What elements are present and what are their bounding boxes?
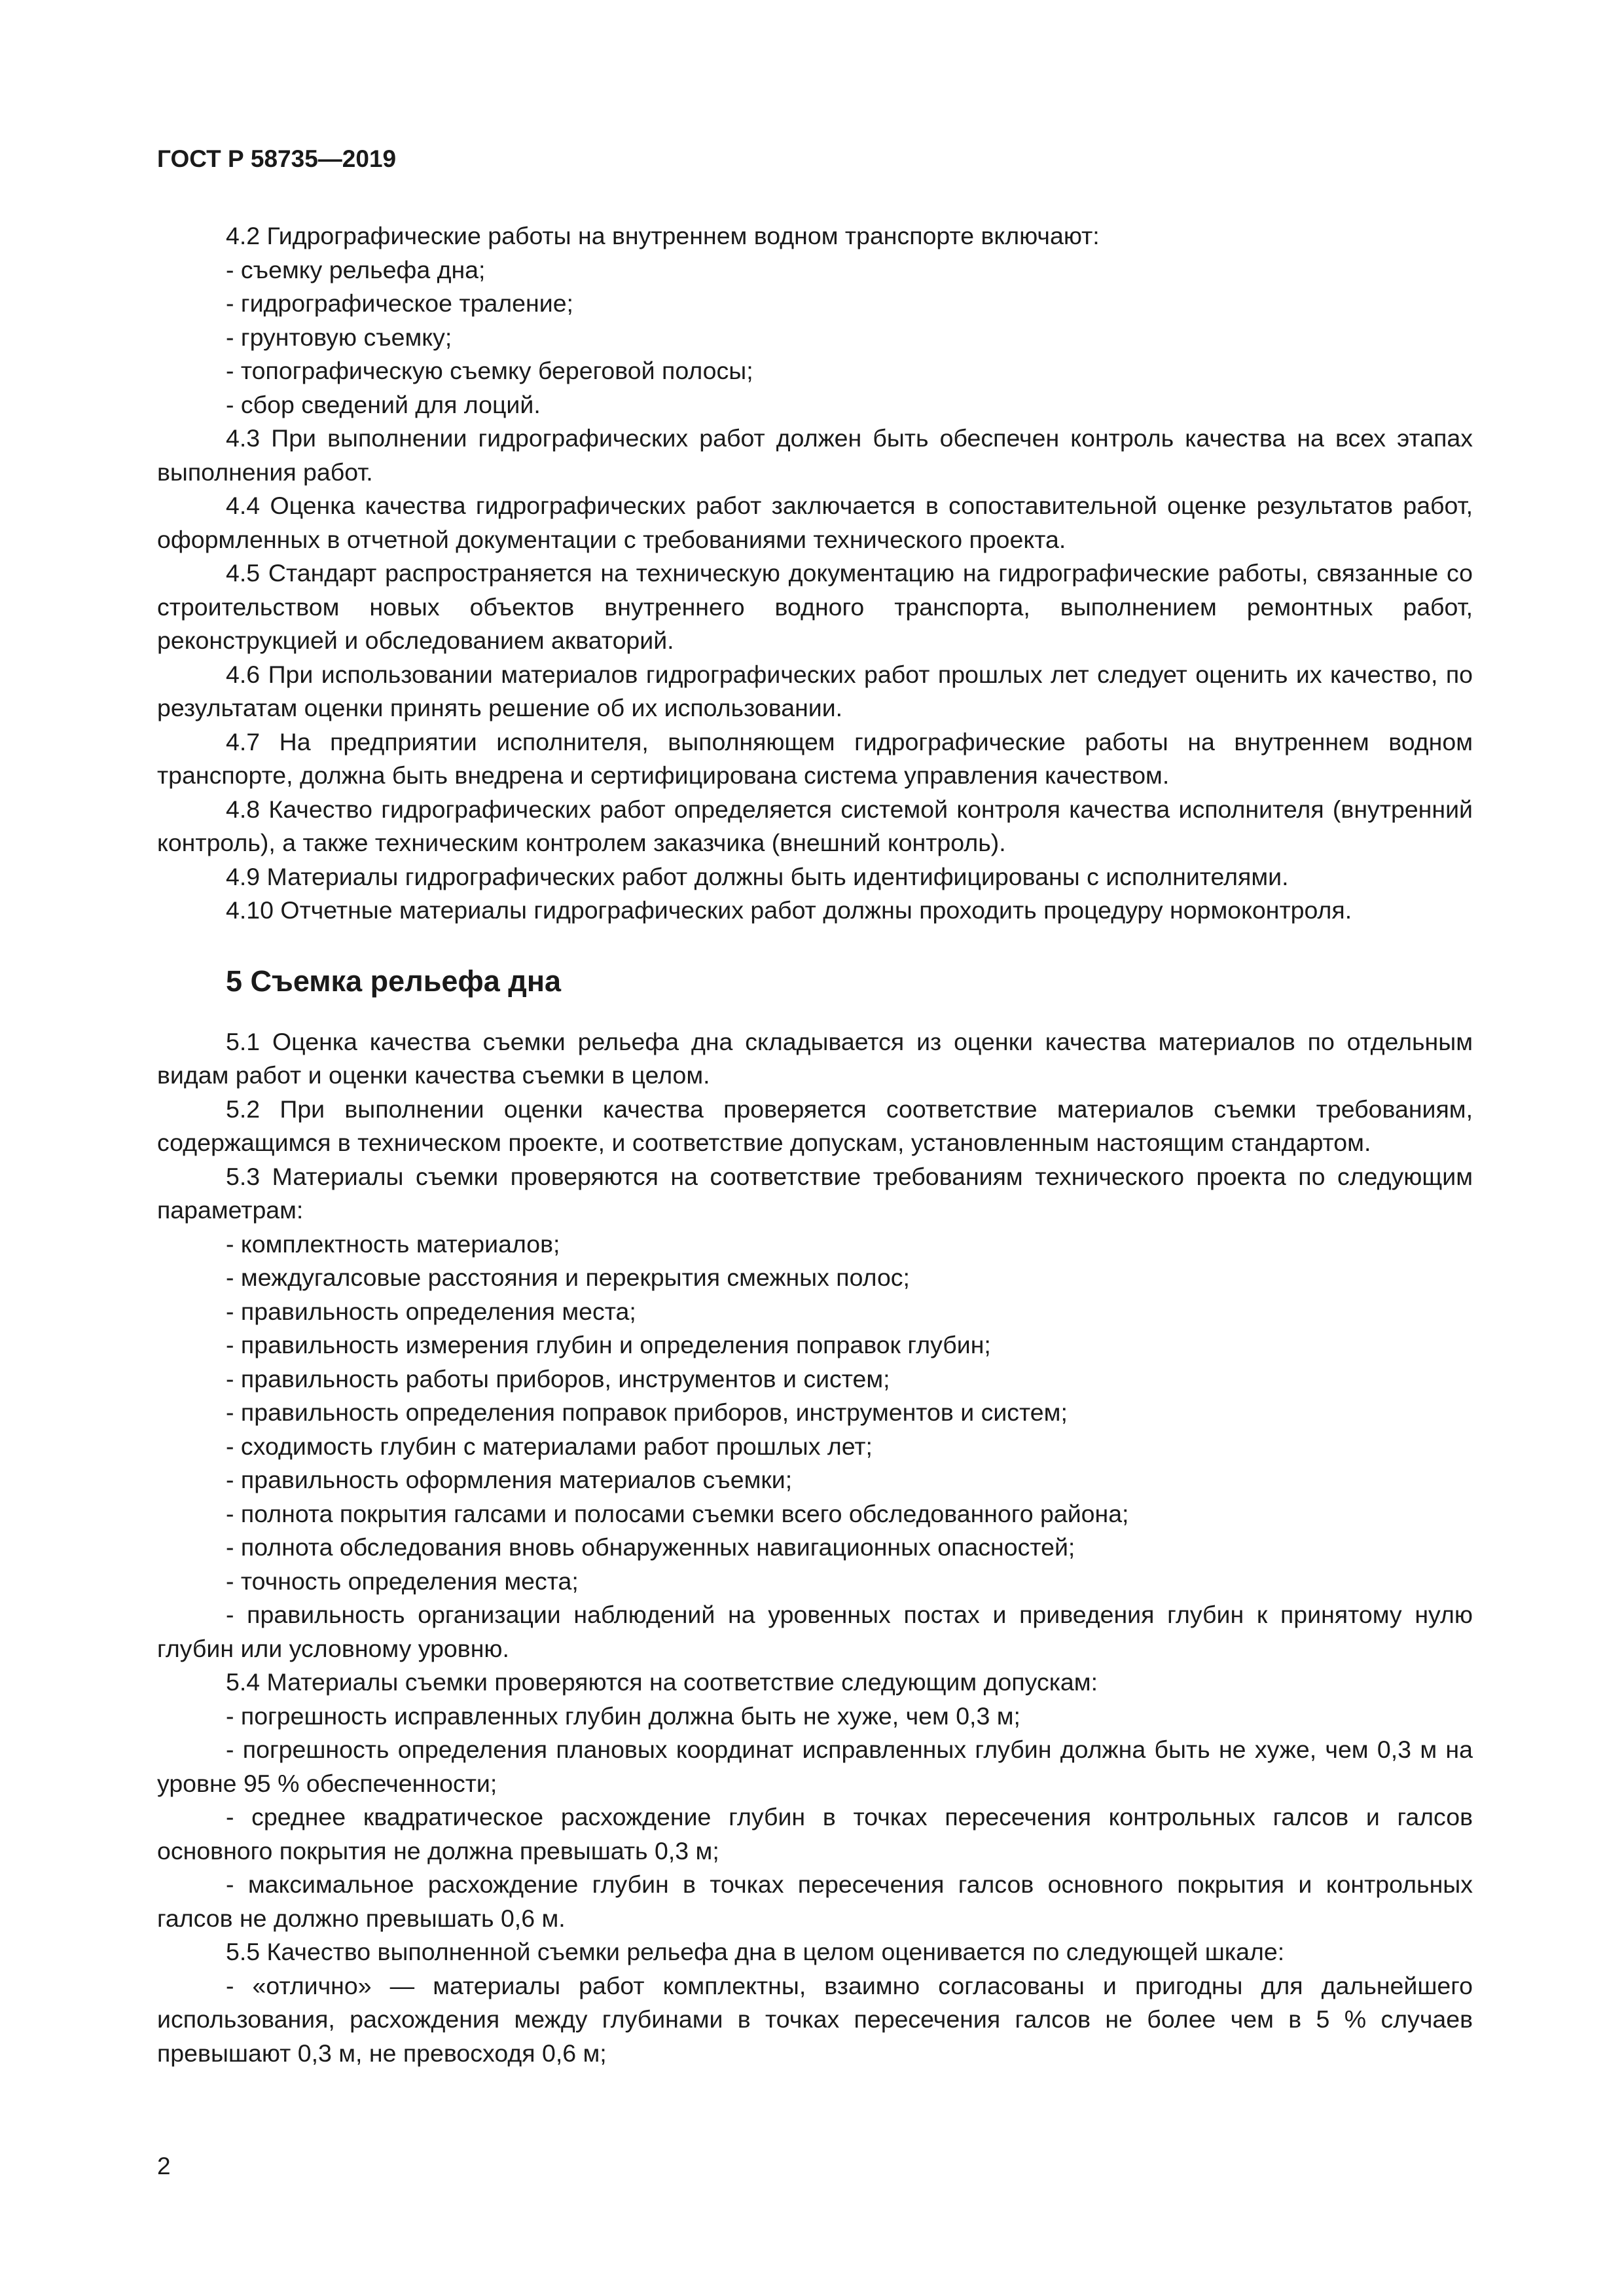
list-item: - погрешность определения плановых координат исправленных глубин должна быть не хуже, чем 0,3 м на уровне 95 % обеспеченности; xyxy=(157,1736,1473,1797)
section-heading: 5 Съемка рельефа дна xyxy=(226,964,562,998)
list-item: - полнота покрытия галсами и полосами съемки всего обследованного района; xyxy=(226,1499,1129,1527)
list-item: - комплектность материалов; xyxy=(226,1230,560,1258)
list-item: - съемку рельефа дна; xyxy=(226,255,486,283)
list-item: - правильность работы приборов, инструментов и систем; xyxy=(226,1364,890,1393)
paragraph: 5.1 Оценка качества съемки рельефа дна складывается из оценки качества материалов по отдельным видам работ и оценки качества съемки в целом. xyxy=(157,1027,1473,1089)
list-item: - правильность определения поправок приборов, инструментов и систем; xyxy=(226,1398,1068,1426)
paragraph: 4.5 Стандарт распространяется на техническую документацию на гидрографические работы, связанные со строительством новых объектов внутреннего водного транспорта, выполнением ремонтных работ, реконструкцией и обследованием акваторий. xyxy=(157,559,1473,654)
paragraph: 4.6 При использовании материалов гидрографических работ прошлых лет следует оценить их качество, по результатам оценки принять решение об их использовании. xyxy=(157,660,1473,721)
paragraph: 5.4 Материалы съемки проверяются на соответствие следующим допускам: xyxy=(226,1668,1098,1696)
list-item: - грунтовую съемку; xyxy=(226,323,452,351)
paragraph: 5.2 При выполнении оценки качества проверяется соответствие материалов съемки требованиям, содержащимся в техническом проекте, и соответствие допускам, установленным настоящим стандартом. xyxy=(157,1095,1473,1156)
paragraph: 4.9 Материалы гидрографических работ должны быть идентифицированы с исполнителями. xyxy=(226,862,1289,890)
list-item: - топографическую съемку береговой полосы; xyxy=(226,357,753,384)
list-item: - точность определения места; xyxy=(226,1567,579,1595)
document-header: ГОСТ Р 58735—2019 xyxy=(157,145,397,172)
paragraph: 5.3 Материалы съемки проверяются на соответствие требованиям технического проекта по следующим параметрам: xyxy=(157,1162,1473,1224)
list-item: - правильность измерения глубин и определения поправок глубин; xyxy=(226,1331,991,1358)
list-item: - максимальное расхождение глубин в точках пересечения галсов основного покрытия и контрольных галсов не должно превышать 0,6 м. xyxy=(157,1870,1473,1932)
list-item: - правильность определения места; xyxy=(226,1297,636,1325)
list-item: - полнота обследования вновь обнаруженных навигационных опасностей; xyxy=(226,1533,1075,1561)
list-item: - погрешность исправленных глубин должна быть не хуже, чем 0,3 м; xyxy=(226,1702,1020,1730)
paragraph: 4.3 При выполнении гидрографических работ должен быть обеспечен контроль качества на всех этапах выполнения работ. xyxy=(157,424,1473,486)
list-item: - междугалсовые расстояния и перекрытия смежных полос; xyxy=(226,1264,910,1291)
page-content xyxy=(157,219,1473,2070)
paragraph: 4.8 Качество гидрографических работ определяется системой контроля качества исполнителя (внутренний контроль), а также техническим контролем заказчика (внешний контроль). xyxy=(157,795,1473,856)
list-item: - правильность организации наблюдений на уровенных постах и приведения глубин к принятому нулю глубин или условному уровню. xyxy=(157,1601,1473,1662)
page-number: 2 xyxy=(157,2153,171,2179)
list-item: - гидрографическое траление; xyxy=(226,289,573,317)
paragraph: 4.2 Гидрографические работы на внутреннем водном транспорте включают: xyxy=(226,222,1100,249)
list-item: - правильность оформления материалов съемки; xyxy=(226,1466,793,1493)
list-item: - среднее квадратическое расхождение глубин в точках пересечения контрольных галсов и галсов основного покрытия не должна превышать 0,3 м; xyxy=(157,1803,1473,1865)
list-item: - «отлично» — материалы работ комплектны, взаимно согласованы и пригодны для дальнейшего использования, расхождения между глубинами в точках пересечения галсов не более чем в 5 % случаев превышают 0,3 м, не превосходя 0,6 м; xyxy=(157,1971,1473,2067)
list-item: - сходимость глубин с материалами работ прошлых лет; xyxy=(226,1432,873,1460)
paragraph: 4.7 На предприятии исполнителя, выполняющем гидрографические работы на внутреннем водном транспорте, должна быть внедрена и сертифицирована система управления качеством. xyxy=(157,727,1473,789)
paragraph: 5.5 Качество выполненной съемки рельефа дна в целом оценивается по следующей шкале: xyxy=(226,1938,1285,1965)
paragraph: 4.10 Отчетные материалы гидрографических работ должны проходить процедуру нормоконтроля. xyxy=(226,896,1352,924)
list-item: - сбор сведений для лоций. xyxy=(226,390,541,418)
paragraph: 4.4 Оценка качества гидрографических работ заключается в сопоставительной оценке результатов работ, оформленных в отчетной документации с требованиями технического проекта. xyxy=(157,492,1473,553)
